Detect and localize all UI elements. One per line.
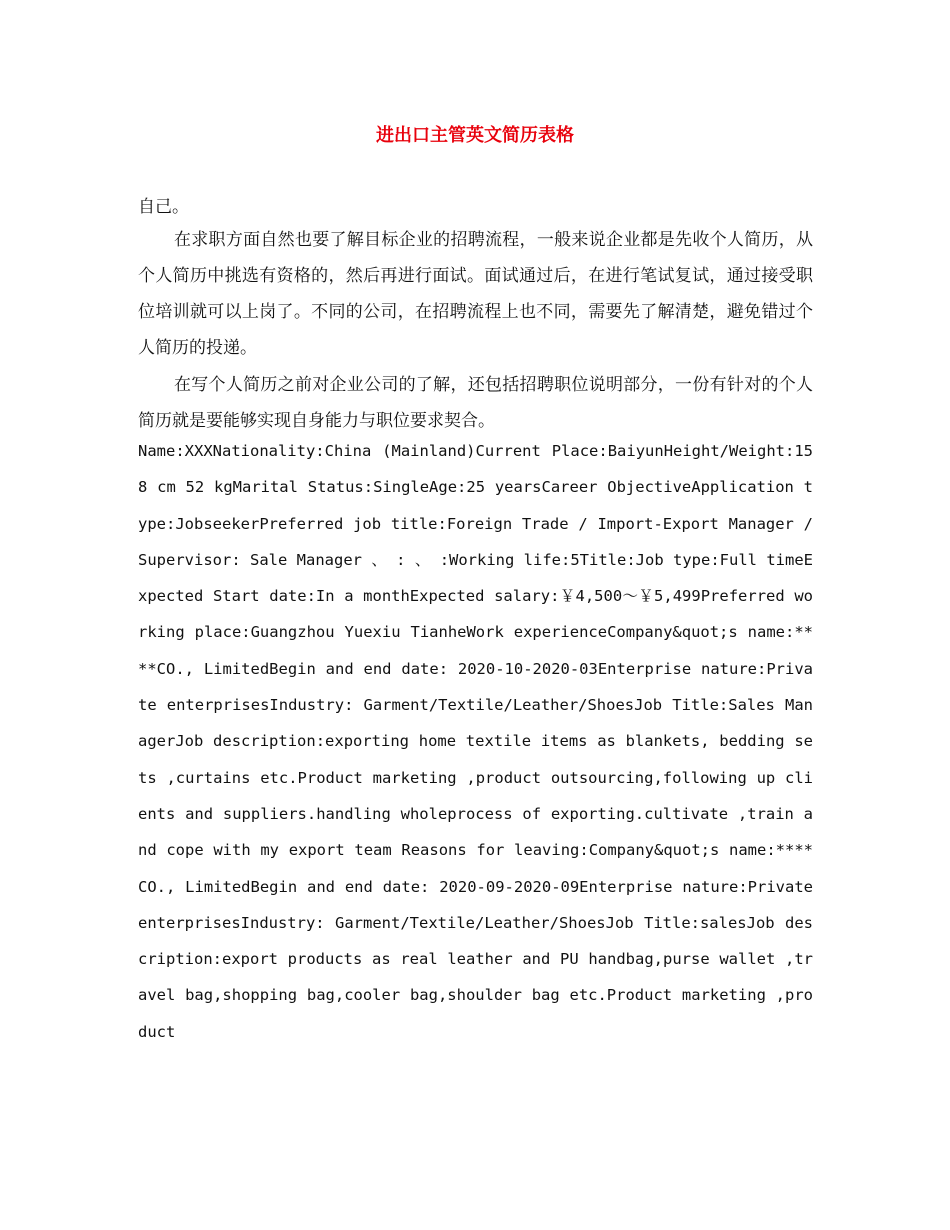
document-title: 进出口主管英文简历表格: [376, 125, 574, 146]
paragraph-recruitment-process: 在求职方面自然也要了解目标企业的招聘流程，一般来说企业都是先收个人简历，从个人简历中挑选有资格的，然后再进行面试。面试通过后，在进行笔试复试，通过接受职位培训就可以上岗了。不同的公司，在招聘流程上也不同，需要先了解清楚，避免错过个人简历的投递。: [138, 230, 813, 358]
resume-body-text: Name:XXXNationality:China (Mainland)Current Place:BaiyunHeight/Weight:158 cm 52 kgMarital Status:SingleAge:25 yearsCareer ObjectiveApplication type:JobseekerPreferred job title:Foreign Trade / Import-Export Manager / Supervisor: Sale Manager 、 : 、 :Working life:5Title:Job type:Full timeExpected Start date:In a monthExpected salary:￥4,500～￥5,499Preferred working place:Guangzhou Yuexiu TianheWork experienceCompany&quot;s name:****CO., LimitedBegin and end date: 2020-10-2020-03Enterprise nature:Private enterprisesIndustry: Garment/Textile/Leather/ShoesJob Title:Sales ManagerJob description:exporting home textile items as blankets, bedding sets ,curtains etc.Product marketing ,product outsourcing,following up clients and suppliers.handling wholeprocess of exporting.cultivate ,train and cope with my export team Reasons for leaving:Company&quot;s name:****CO., LimitedBegin and end date: 2020-09-2020-09Enterprise nature:Private enterprisesIndustry: Garment/Textile/Leather/ShoesJob Title:salesJob description:export products as real leather and PU handbag,purse wallet ,travel bag,shopping bag,cooler bag,shoulder bag etc.Product marketing ,product: [138, 442, 813, 1041]
paragraph-company-research: 在写个人简历之前对企业公司的了解，还包括招聘职位说明部分，一份有针对的个人简历就是要能够实现自身能力与职位要求契合。: [138, 375, 813, 431]
paragraph-intro-end: 自己。: [138, 197, 189, 217]
